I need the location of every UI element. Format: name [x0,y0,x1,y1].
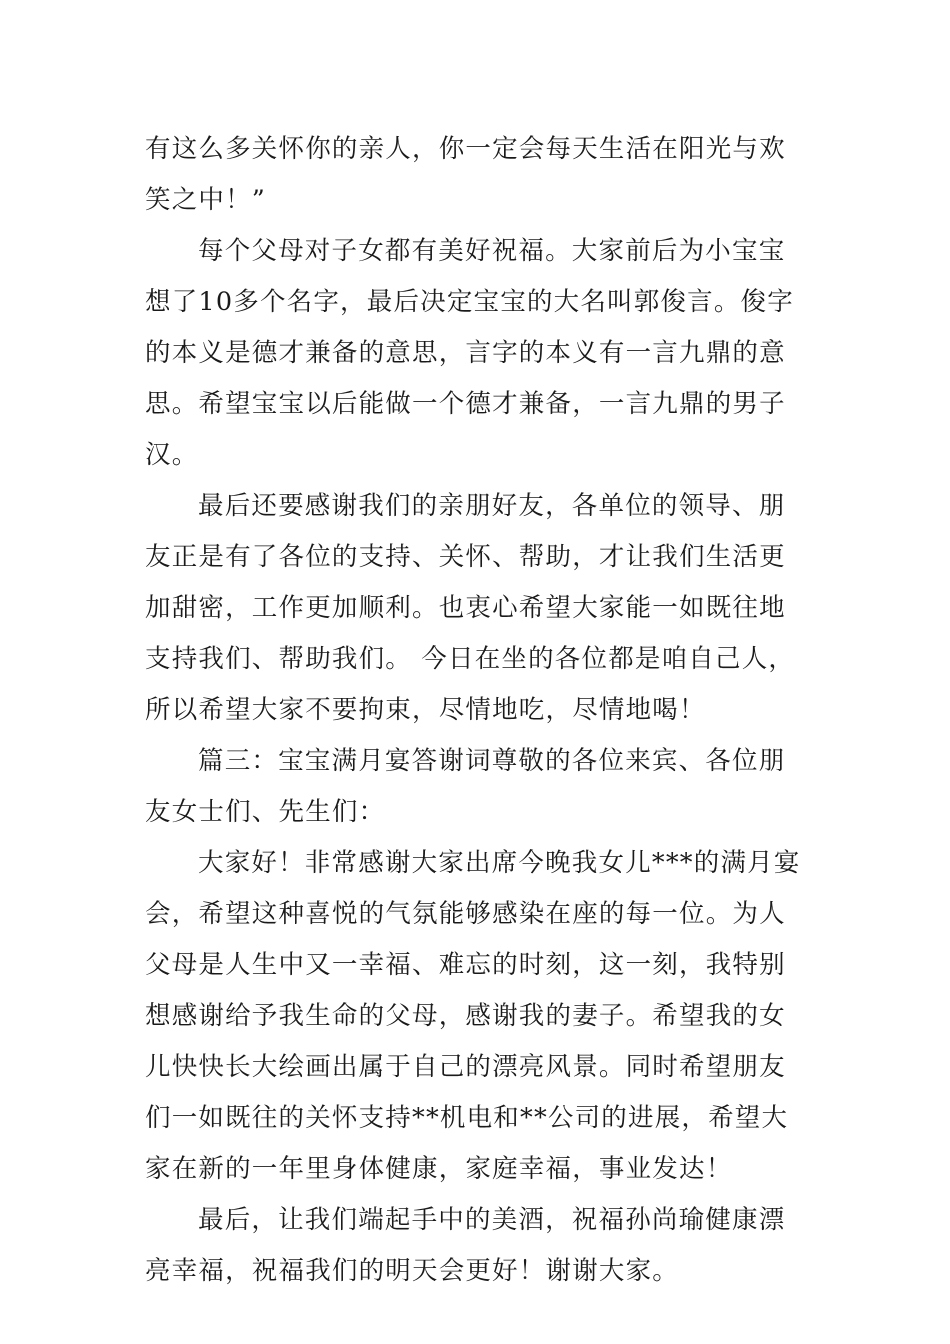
paragraph-baby-name: 每个父母对子女都有美好祝福。大家前后为小宝宝想了10多个名字，最后决定宝宝的大名叫郭俊言。俊字的本义是德才兼备的意思，言字的本义有一言九鼎的意思。希望宝宝以后能做一个德才兼备，一言九鼎的男子汉。 [145,236,794,470]
paragraph-toast: 最后，让我们端起手中的美酒，祝福孙尚瑜健康漂亮幸福，祝福我们的明天会更好！谢谢大家。 [145,1205,786,1286]
paragraph-greeting: 大家好！非常感谢大家出席今晚我女儿***的满月宴会，希望这种喜悦的气氛能够感染在座的每一位。为人父母是人生中又一幸福、难忘的时刻，这一刻，我特别想感谢给予我生命的父母，感谢我的妻子。希望我的女儿快快长大绘画出属于自己的漂亮风景。同时希望朋友们一如既往的关怀支持**机电和**公司的进展，希望大家在新的一年里身体健康，家庭幸福，事业发达！ [145,848,801,1184]
document-body [145,124,810,1297]
paragraph-section-three-heading: 篇三：宝宝满月宴答谢词尊敬的各位来宾、各位朋友女士们、先生们： [145,746,786,827]
paragraph-thanks-friends: 最后还要感谢我们的亲朋好友，各单位的领导、朋友正是有了各位的支持、关怀、帮助，才让我们生活更加甜密，工作更加顺利。也衷心希望大家能一如既往地支持我们、帮助我们。 今日在坐的各位都是咱自己人，所以希望大家不要拘束，尽情地吃，尽情地喝！ [145,491,796,725]
paragraph-closing-quote: 有这么多关怀你的亲人，你一定会每天生活在阳光与欢笑之中！” [145,134,786,215]
